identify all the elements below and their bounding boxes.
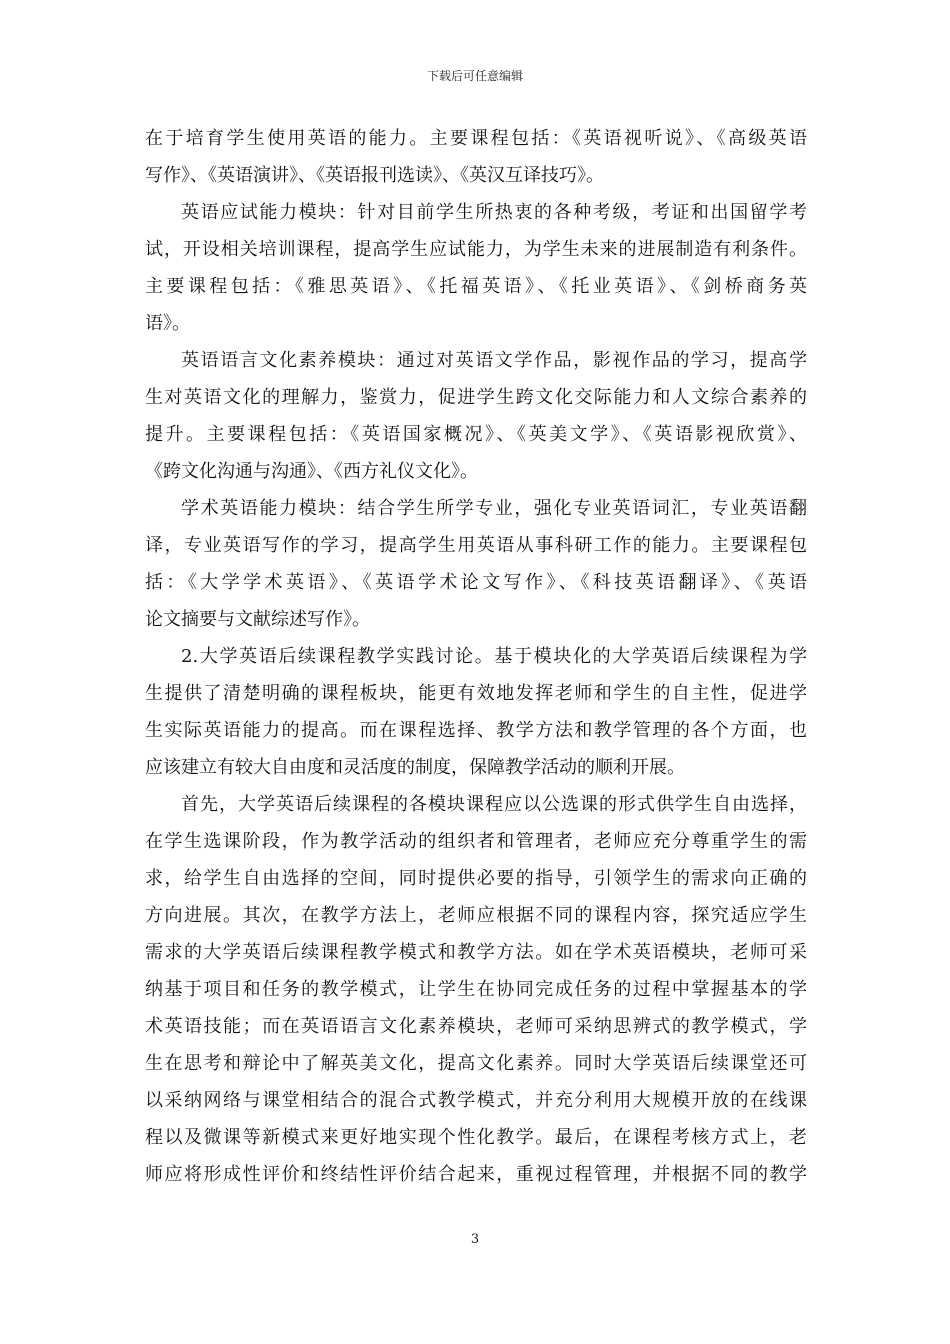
text-line: 方向进展。其次，在教学方法上，老师应根据不同的课程内容，探究适应学生 bbox=[145, 905, 807, 926]
text-line: 学术英语能力模块：结合学生所学专业，强化专业英语词汇，专业英语翻 bbox=[181, 498, 807, 519]
text-line: 以采纳网络与课堂相结合的混合式教学模式，并充分利用大规模开放的在线课 bbox=[145, 1090, 807, 1111]
text-line: 首先，大学英语后续课程的各模块课程应以公选课的形式供学生自由选择， bbox=[181, 794, 807, 815]
text-line: 语》。 bbox=[145, 313, 190, 334]
text-line: 2.大学英语后续课程教学实践讨论。基于模块化的大学英语后续课程为学 bbox=[181, 646, 807, 667]
text-line: 英语语言文化素养模块：通过对英语文学作品，影视作品的学习，提高学 bbox=[181, 350, 807, 371]
text-line: 师应将形成性评价和终结性评价结合起来，重视过程管理，并根据不同的教学 bbox=[145, 1164, 807, 1185]
text-line: 生实际英语能力的提高。而在课程选择、教学方法和教学管理的各个方面，也 bbox=[145, 720, 807, 741]
text-line: 在于培育学生使用英语的能力。主要课程包括：《英语视听说》、《高级英语 bbox=[145, 128, 807, 149]
text-line: 生对英语文化的理解力，鉴赏力，促进学生跨文化交际能力和人文综合素养的 bbox=[145, 387, 807, 408]
text-line: 应该建立有较大自由度和灵活度的制度，保障教学活动的顺利开展。 bbox=[145, 757, 685, 778]
text-line: 在学生选课阶段，作为教学活动的组织者和管理者，老师应充分尊重学生的需 bbox=[145, 831, 807, 852]
text-line: 论文摘要与文献综述写作》。 bbox=[145, 609, 370, 630]
text-line: 术英语技能；而在英语语言文化素养模块，老师可采纳思辨式的教学模式，学 bbox=[145, 1016, 807, 1037]
page-number: 3 bbox=[470, 1232, 480, 1247]
text-line: 求，给学生自由选择的空间，同时提供必要的指导，引领学生的需求向正确的 bbox=[145, 868, 807, 889]
text-line: 试，开设相关培训课程，提高学生应试能力，为学生未来的进展制造有利条件。 bbox=[145, 239, 807, 260]
text-line: 英语应试能力模块：针对目前学生所热衷的各种考级，考证和出国留学考 bbox=[181, 202, 807, 223]
text-line: 提升。主要课程包括：《英语国家概况》、《英美文学》、《英语影视欣赏》、 bbox=[145, 424, 807, 445]
text-line: 生提供了清楚明确的课程板块，能更有效地发挥老师和学生的自主性，促进学 bbox=[145, 683, 807, 704]
text-line: 程以及微课等新模式来更好地实现个性化教学。最后，在课程考核方式上，老 bbox=[145, 1127, 807, 1148]
text-line: 主要课程包括：《雅思英语》、《托福英语》、《托业英语》、《剑桥商务英 bbox=[145, 276, 807, 297]
text-line: 纳基于项目和任务的教学模式，让学生在协同完成任务的过程中掌握基本的学 bbox=[145, 979, 807, 1000]
text-line: 需求的大学英语后续课程教学模式和教学方法。如在学术英语模块，老师可采 bbox=[145, 942, 807, 963]
text-line: 译，专业英语写作的学习，提高学生用英语从事科研工作的能力。主要课程包 bbox=[145, 535, 807, 556]
page-header: 下载后可任意编辑 bbox=[426, 69, 523, 83]
text-line: 括：《大学学术英语》、《英语学术论文写作》、《科技英语翻译》、《英语 bbox=[145, 572, 807, 593]
text-line: 《跨文化沟通与沟通》、《西方礼仪文化》。 bbox=[145, 461, 478, 482]
body-text bbox=[145, 120, 807, 1193]
text-line: 写作》、《英语演讲》、《英语报刊选读》、《英汉互译技巧》。 bbox=[145, 165, 604, 186]
text-line: 生在思考和辩论中了解英美文化，提高文化素养。同时大学英语后续课堂还可 bbox=[145, 1053, 807, 1074]
